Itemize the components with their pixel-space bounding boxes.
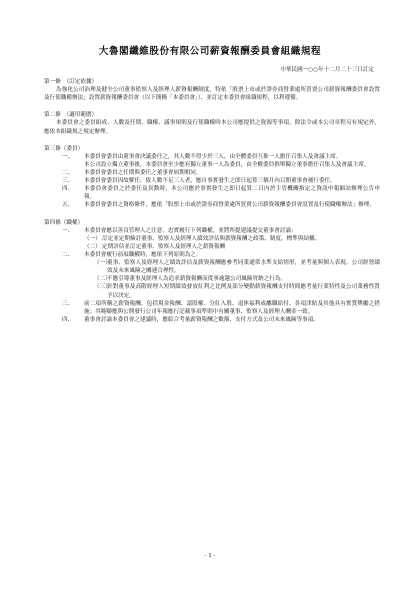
article-3-item: 二、 本委員會委員之任期與委任之董事會屆期相同。	[62, 169, 202, 176]
article-3-item: 四、 本委員會委員之於委任及異動時，本公司應於事實發生之即日起算二日內於主管機關指定之資訊申報網站辦理公告申報。	[62, 186, 380, 201]
article-4-subitem: （三） 針對董事及高階經理人短期績效發放紅利之比例及部分變動薪資報酬支付時間應考量行業特性及公司業務性質予以決定。	[94, 284, 380, 299]
page-number: - 1 -	[204, 552, 216, 559]
article-4-subitem: （一） 訂定並定期檢討董事、監察人及經理人績效評估與薪資報酬之政策、制度、標準與結構。	[84, 235, 321, 242]
article-2-paragraph: 本委員會之委員組成、人數及任期、職權、議事規則及行使職權時本公司應提供之資源等事項，除法令或本公司章程另有規定外，應依本組織規之規定辦理。	[44, 120, 380, 135]
article-3-heading: 第三條（委員）	[44, 145, 84, 152]
article-4-item: 四、 董事會討論本委員會之建議時，應綜合考量薪資報酬之數額、支付方式及公司未來風險等事項。	[62, 316, 319, 323]
article-4-item: 一、 本委員會應以善良管理人之注意，忠實履行下列職權，並將所提建議提交董事會討論：	[62, 227, 297, 234]
article-4-heading: 第四條（職權）	[44, 219, 84, 226]
document-body	[44, 76, 380, 324]
article-4-subitem: （一） 董事、監察人及經理人之績效評估及薪資報酬應參考同業通常水準支給情形，並考量與個人表現、公司經營績效及未來風險之關連合理性。	[94, 260, 380, 275]
article-1-paragraph: 為強化公司治理及健全公司董事監察人及經理人薪資報酬制度，特依「股票上市或於證券商營業處所買賣公司薪資報酬委員會設置及行使職權辦法」設置薪資報酬委員會（以下簡稱「本委員會」）、並訂定本委員會組織規程，以利遵循。	[44, 87, 380, 102]
article-4-item: 二、 本委員會履行前項職權時，應依下列原則為之：	[62, 251, 202, 258]
document-title: 大魯閣纖維股份有限公司薪資報酬委員會組織規程	[98, 46, 322, 57]
article-2-heading: 第二條 （適用範圍）	[44, 112, 98, 119]
article-4-item: 三、 前二項所稱之薪資報酬，包括現金報酬、認股權、分紅入股、退休福利或離職給付、各項津貼及其他具有實質獎勵之措施；其範疇應與公開發行公司年報應行記載事項準則中有關董事、監察人及經理人酬金一致。	[62, 300, 380, 315]
article-3-item: 本公司設立獨立董事後，本委員會至少應有獨立董事一人為委員，由全權委員推舉獨立董事擔任召集人及會議主席。	[84, 161, 370, 168]
article-4-subitem: （二） 不應引導董事及經理人為追求薪資報酬而從事逾越公司風險胃納之行為。	[94, 276, 287, 283]
article-1-heading: 第一條 （訂定依據）	[44, 79, 98, 85]
enactment-date: 中華民國一○○年十二月二十三日訂定	[280, 67, 374, 73]
article-4-subitem: （二） 定期評估並訂定董事、監察人及經理人之薪資報酬	[84, 243, 226, 250]
article-3-item: 三、 本委員會委員因故解任，致人數不足三人者，應自事實發生之即日起算三個月內召開董事會補行委任。	[62, 178, 336, 185]
article-3-item: 五、 本委員會委員之資格條件，應依「股票上市或於證券商營業處所買賣公司薪資報酬委員會設置及行使職權辦法」辦理。	[62, 202, 375, 209]
article-3-item: 一、 本委員會委員由董事會決議委任之，其人數不得少於三人，由全體委員互推一人擔任召集人及會議主席。	[62, 153, 342, 160]
